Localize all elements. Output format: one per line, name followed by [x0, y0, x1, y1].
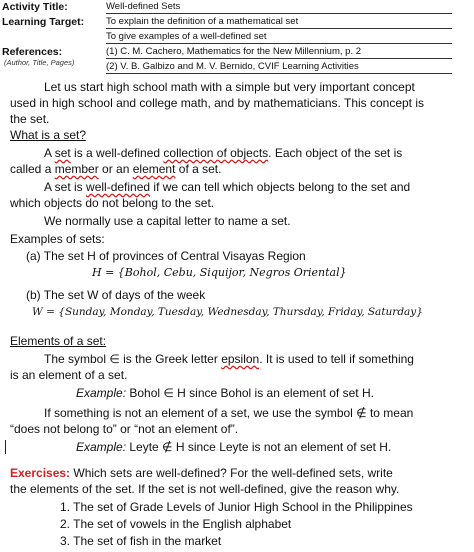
example-b-label: (b) The set W of days of the week: [26, 288, 206, 302]
not-element-line-2: “does not belong to” or “not an element of”.: [10, 422, 239, 436]
well-defined-line-1: [44, 180, 466, 195]
example-not-element-of: [76, 440, 466, 455]
what-is-set-heading: [10, 128, 466, 143]
elements-heading: [10, 334, 466, 349]
exercises-line-2: the elements of the set. If the set is not well-defined, give the reason why.: [10, 482, 400, 496]
term-set: set: [54, 146, 71, 160]
set-definition-line-1: [44, 146, 466, 161]
learning-target-label: Learning Target:: [2, 16, 85, 28]
references-sublabel: (Author, Title, Pages): [4, 58, 75, 67]
term-well-defined: well-defined: [86, 180, 151, 194]
text-run: Which sets are well-defined? For the well-defined sets, write: [70, 466, 393, 480]
reference-1: (1) C. M. Cachero, Mathematics for the New Millennium, p. 2: [106, 45, 452, 59]
exercises-line-1: [10, 466, 466, 481]
example-element-of: [76, 386, 466, 401]
exercise-item-1: 1. The set of Grade Levels of Junior High School in the Philippines: [60, 500, 413, 514]
text-run: is a well-defined: [70, 146, 164, 160]
learning-target-value-2: To give examples of a well-defined set: [106, 30, 452, 44]
what-is-set-heading-text: What is a set?: [10, 128, 87, 142]
intro-line-2: used in high school and college math, and by mathematicians. This concept is: [10, 96, 425, 110]
intro-line-3: the set.: [10, 112, 50, 126]
text-run: if we can tell which objects belong to the set and: [150, 180, 411, 194]
reference-2: (2) V. B. Galbizo and M. V. Bernido, CVIF Learning Activities: [106, 60, 452, 74]
activity-title-label: Activity Title:: [2, 1, 68, 13]
well-defined-line-2: which objects do not belong to the set.: [10, 196, 215, 210]
references-label: References:: [2, 46, 63, 58]
text-run: A set is: [44, 180, 87, 194]
text-run: of a set.: [175, 162, 222, 176]
text-run: called a: [10, 162, 55, 176]
exercise-item-2: 2. The set of vowels in the English alphabet: [60, 517, 292, 531]
example-label: Example:: [76, 440, 127, 454]
term-epsilon: epsilon: [221, 352, 260, 366]
text-run: . It is used to tell if something: [259, 352, 414, 366]
example-b-set-notation: W = {Sunday, Monday, Tuesday, Wednesday, Thursday, Friday, Saturday}: [32, 306, 423, 318]
example-a-label: (a) The set H of provinces of Central Visayas Region: [26, 249, 306, 263]
not-element-line-1: If something is not an element of a set, we use the symbol ∉ to mean: [44, 406, 414, 420]
text-cursor-mark: [5, 440, 6, 454]
exercises-label: Exercises:: [10, 466, 71, 480]
intro-line-1: Let us start high school math with a simple but very important concept: [44, 80, 415, 94]
epsilon-line-2: is an element of a set.: [10, 368, 128, 382]
text-run: A: [44, 146, 55, 160]
activity-title-value: Well-defined Sets: [106, 0, 452, 14]
elements-heading-text: Elements of a set:: [10, 334, 107, 348]
text-run: or an: [98, 162, 133, 176]
term-member: member: [54, 162, 99, 176]
text-run: Bohol ∈ H since Bohol is an element of set H.: [126, 386, 374, 400]
epsilon-line-1: [44, 352, 466, 367]
exercise-item-3: 3. The set of fish in the market: [60, 534, 222, 548]
capital-letter-line: We normally use a capital letter to name a set.: [44, 214, 291, 228]
set-definition-line-2: [10, 162, 466, 177]
term-collection-of-objects: collection of objects: [163, 146, 269, 160]
example-a-set-notation: H = {Bohol, Cebu, Siquijor, Negros Oriental}: [92, 266, 347, 279]
term-element: element: [132, 162, 176, 176]
text-run: Leyte ∉ H since Leyte is not an element of set H.: [126, 440, 392, 454]
text-run: The symbol ∈ is the Greek letter: [44, 352, 222, 366]
text-run: . Each object of the set is: [268, 146, 403, 160]
learning-target-value-1: To explain the definition of a mathematical set: [106, 15, 452, 29]
examples-heading: Examples of sets:: [10, 232, 105, 246]
example-label: Example:: [76, 386, 127, 400]
